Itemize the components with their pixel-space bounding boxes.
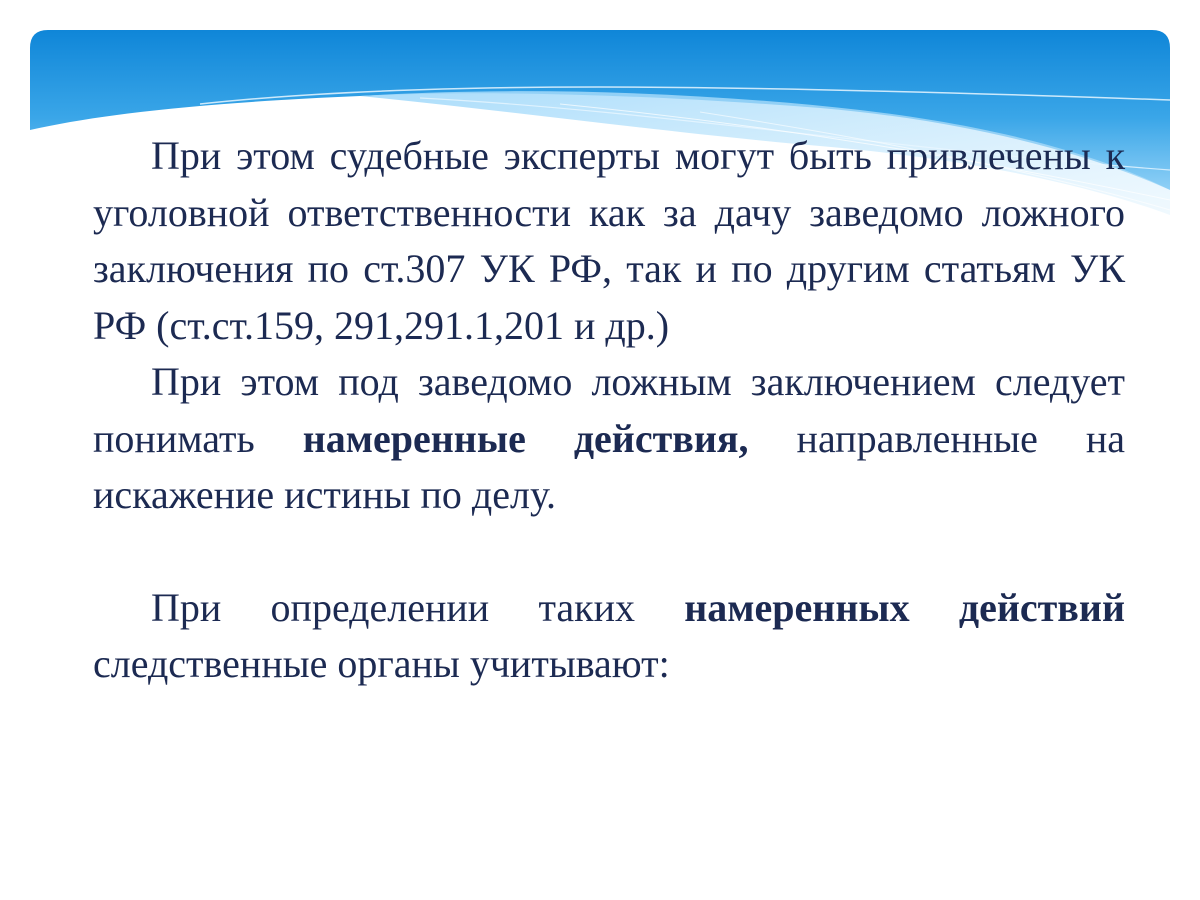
paragraph-2-bold-phrase: намеренные действия, (302, 415, 749, 461)
paragraph-3 (93, 580, 1125, 693)
paragraph-1: При этом судебные эксперты могут быть привлечены к уголовной ответственности как за дачу заведомо ложного заключения по ст.307 УК РФ, так и по другим статьям УК РФ (ст.ст.159, 291,291.1,201 и др.) (93, 133, 1125, 348)
paragraph-2-text-before: При этом под заведомо ложным заключением следует понимать (93, 359, 1125, 461)
paragraph-3-text-after: следственные органы учитывают: (93, 641, 670, 686)
paragraph-3-bold-phrase: намеренных действий (684, 584, 1125, 630)
slide-body-text (93, 128, 1125, 693)
paragraph-2-text-after: направленные на искажение истины по делу. (93, 415, 1125, 517)
paragraph-2 (93, 354, 1125, 524)
paragraph-3-text-before: При определении таких (151, 584, 685, 630)
